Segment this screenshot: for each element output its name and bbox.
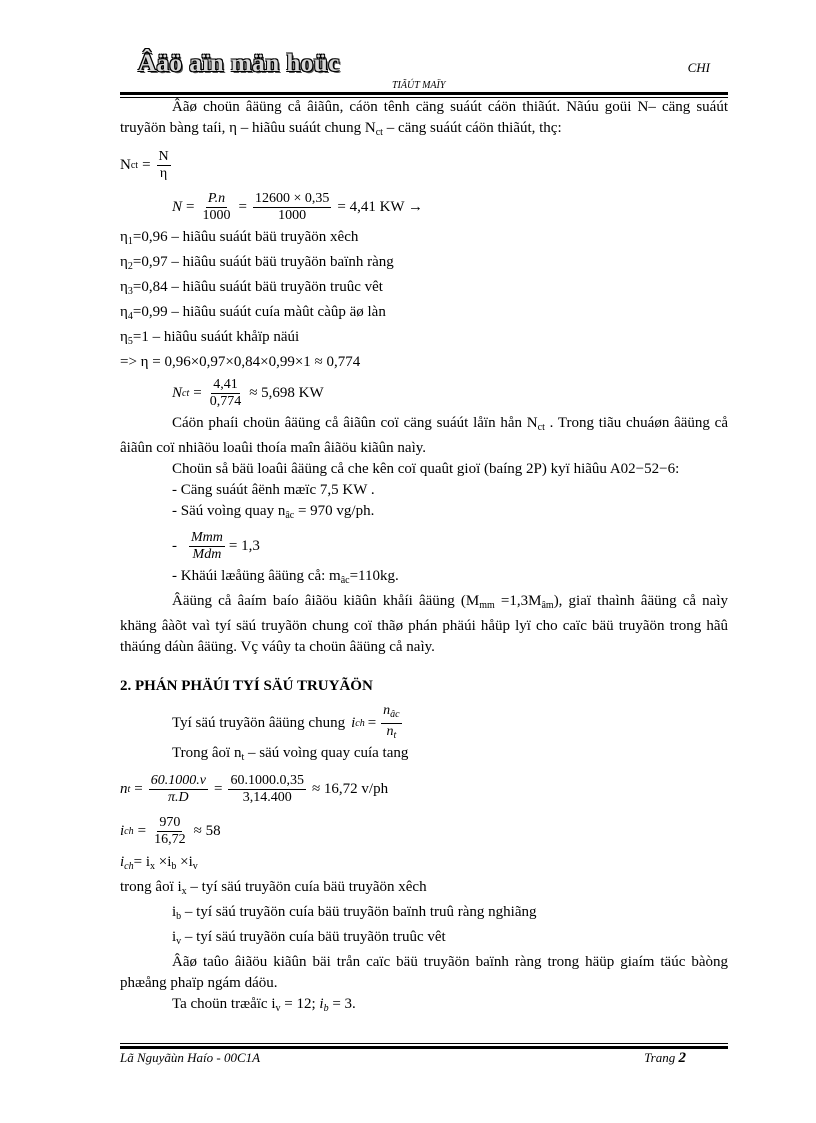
paragraph-conclusion: Âäüng cå âaím baío âiãöu kiãûn khåíi âäüng $(M_{mm} =1,3M_{âm})$, giaï thaình âäüng cå naìy khäng âàõt vaì tyí säú truyãön chung coï thãø phán phäúi håüp lyï cho caïc bäü truyãön trong hãû thäúng dáùn âäüng. Vç váûy ta choün âäüng cå naìy. <box>120 593 728 655</box>
page-content <box>120 97 728 1019</box>
footer-page: Trang 2 <box>644 1050 686 1066</box>
paragraph-intro: Âãø choün âäüng cå âiãûn, cáön tênh cäng suáút cáön thiãút. Nãúu goüi N– cäng suáút truyãön bàng taíi, η – hiãûu suáút chung $N_{ct}$ – cäng suáút cáön thiãút, thç: <box>120 99 728 138</box>
efficiency-item: $\eta_5=1$ – hiãûu suáút khåïp näúi <box>120 329 300 347</box>
equation-nt: n t = $\frac{60.1000.v}{\pi.D}$ = $\frac{60.1000.0,35}{3,14.400}$ ≈ 16,72 v/ph <box>120 772 389 805</box>
ratio-choice: Ta choün træåïc $i_v = 12$; $i_b = 3$. <box>172 996 356 1014</box>
equation-ich: i ch = $\frac{970}{16,72}$ ≈ 58 <box>120 814 221 847</box>
nt-definition: Trong âoï $n_t$ – säú voìng quay cuía tang <box>172 745 409 763</box>
spec-speed: - Säú voìng quay $n_{âc} = 970$ vg/ph. <box>172 503 375 521</box>
spec-mass: - Khäúi læåüng âäüng cå: $m_{âc}=110kg$. <box>172 568 399 586</box>
spec-power: - Cäng suáút âënh mæïc 7,5 KW . <box>172 482 375 498</box>
efficiency-item: $\eta_2=0,97$ – hiãûu suáút bäü truyãön baïnh ràng <box>120 254 394 272</box>
header-rule-thick <box>120 92 728 95</box>
paragraph-choose: Cáön phaíi choün âäüng cå âiãûn coï cäng suáút låïn hån $N_{ct}$ . Trong tiãu chuáøn âäüng cå âiãûn coï nhiãöu loaûi thoía maîn âiãöu kiãûn naìy. <box>120 415 728 456</box>
header-subtitle: TIÃÚT MAÏY <box>392 80 446 91</box>
iv-definition: $i_v$ – tyí säú truyãön cuía bäü truyãön truûc vêt <box>172 929 446 947</box>
header-logo: Âäö aïn män hoüc <box>138 50 340 77</box>
eta-total: => η = 0,96×0,97×0,84×0,99×1 ≈ 0,774 <box>120 354 361 370</box>
ix-definition: trong âoï $i_x$ – tyí säú truyãön cuía bäü truyãön xêch <box>120 879 427 897</box>
footer-rule-thin <box>120 1043 728 1044</box>
equation-n: N = $\frac{P.n}{1000}$ = $\frac{12600 \times 0,35}{1000}$ = 4,41 KW → <box>172 190 424 223</box>
equation-nct-result: N ct = $\frac{4,41}{0,774}$ ≈ 5,698 KW <box>172 376 324 409</box>
header-right-text: CHI <box>687 60 710 75</box>
paragraph-lubrication: Âãø taûo âiãöu kiãûn bäi trån caïc bäü truyãön baïnh ràng trong häüp giaím täúc bàòng phæång phaïp ngám dáöu. <box>120 954 728 991</box>
efficiency-item: $\eta_3=0,84$ – hiãûu suáút bäü truyãön truûc vêt <box>120 279 383 297</box>
efficiency-item: $\eta_1=0,96$ – hiãûu suáút bäü truyãön xêch <box>120 229 359 247</box>
section-heading: 2. PHÁN PHÄÚI TYÍ SÄÚ TRUYÃÖN <box>120 678 373 694</box>
ich-product: $i_{ch}= i_x \times i_b \times i_v$ <box>120 854 198 872</box>
footer-author: Lã Nguyãùn Haío - 00C1A <box>120 1050 261 1065</box>
ib-definition: $i_b$ – tyí säú truyãön cuía bäü truyãön baïnh truû ràng nghiãng <box>172 904 537 922</box>
equation-nct: N ct = $\frac{N}{\eta}$ <box>120 148 169 181</box>
efficiency-list <box>120 227 728 352</box>
footer-rule-thick <box>120 1046 728 1049</box>
efficiency-item: $\eta_4=0,99$ – hiãûu suáút cuía màût càûp äø làn <box>120 304 386 322</box>
ich-definition: Tyí säú truyãön âäüng chung i ch = $\frac{n_{âc}}{n_t}$ <box>172 702 400 741</box>
spec-torque: - $\frac{\text{Mmm}}{\text{Mdm}}$ = 1,3 <box>172 529 260 562</box>
page-number: 2 <box>678 1050 686 1066</box>
paragraph-motor: Choün så bäü loaûi âäüng cå che kên coï quaût gioï (baíng 2P) kyï hiãûu A02−52−6: <box>172 461 680 477</box>
